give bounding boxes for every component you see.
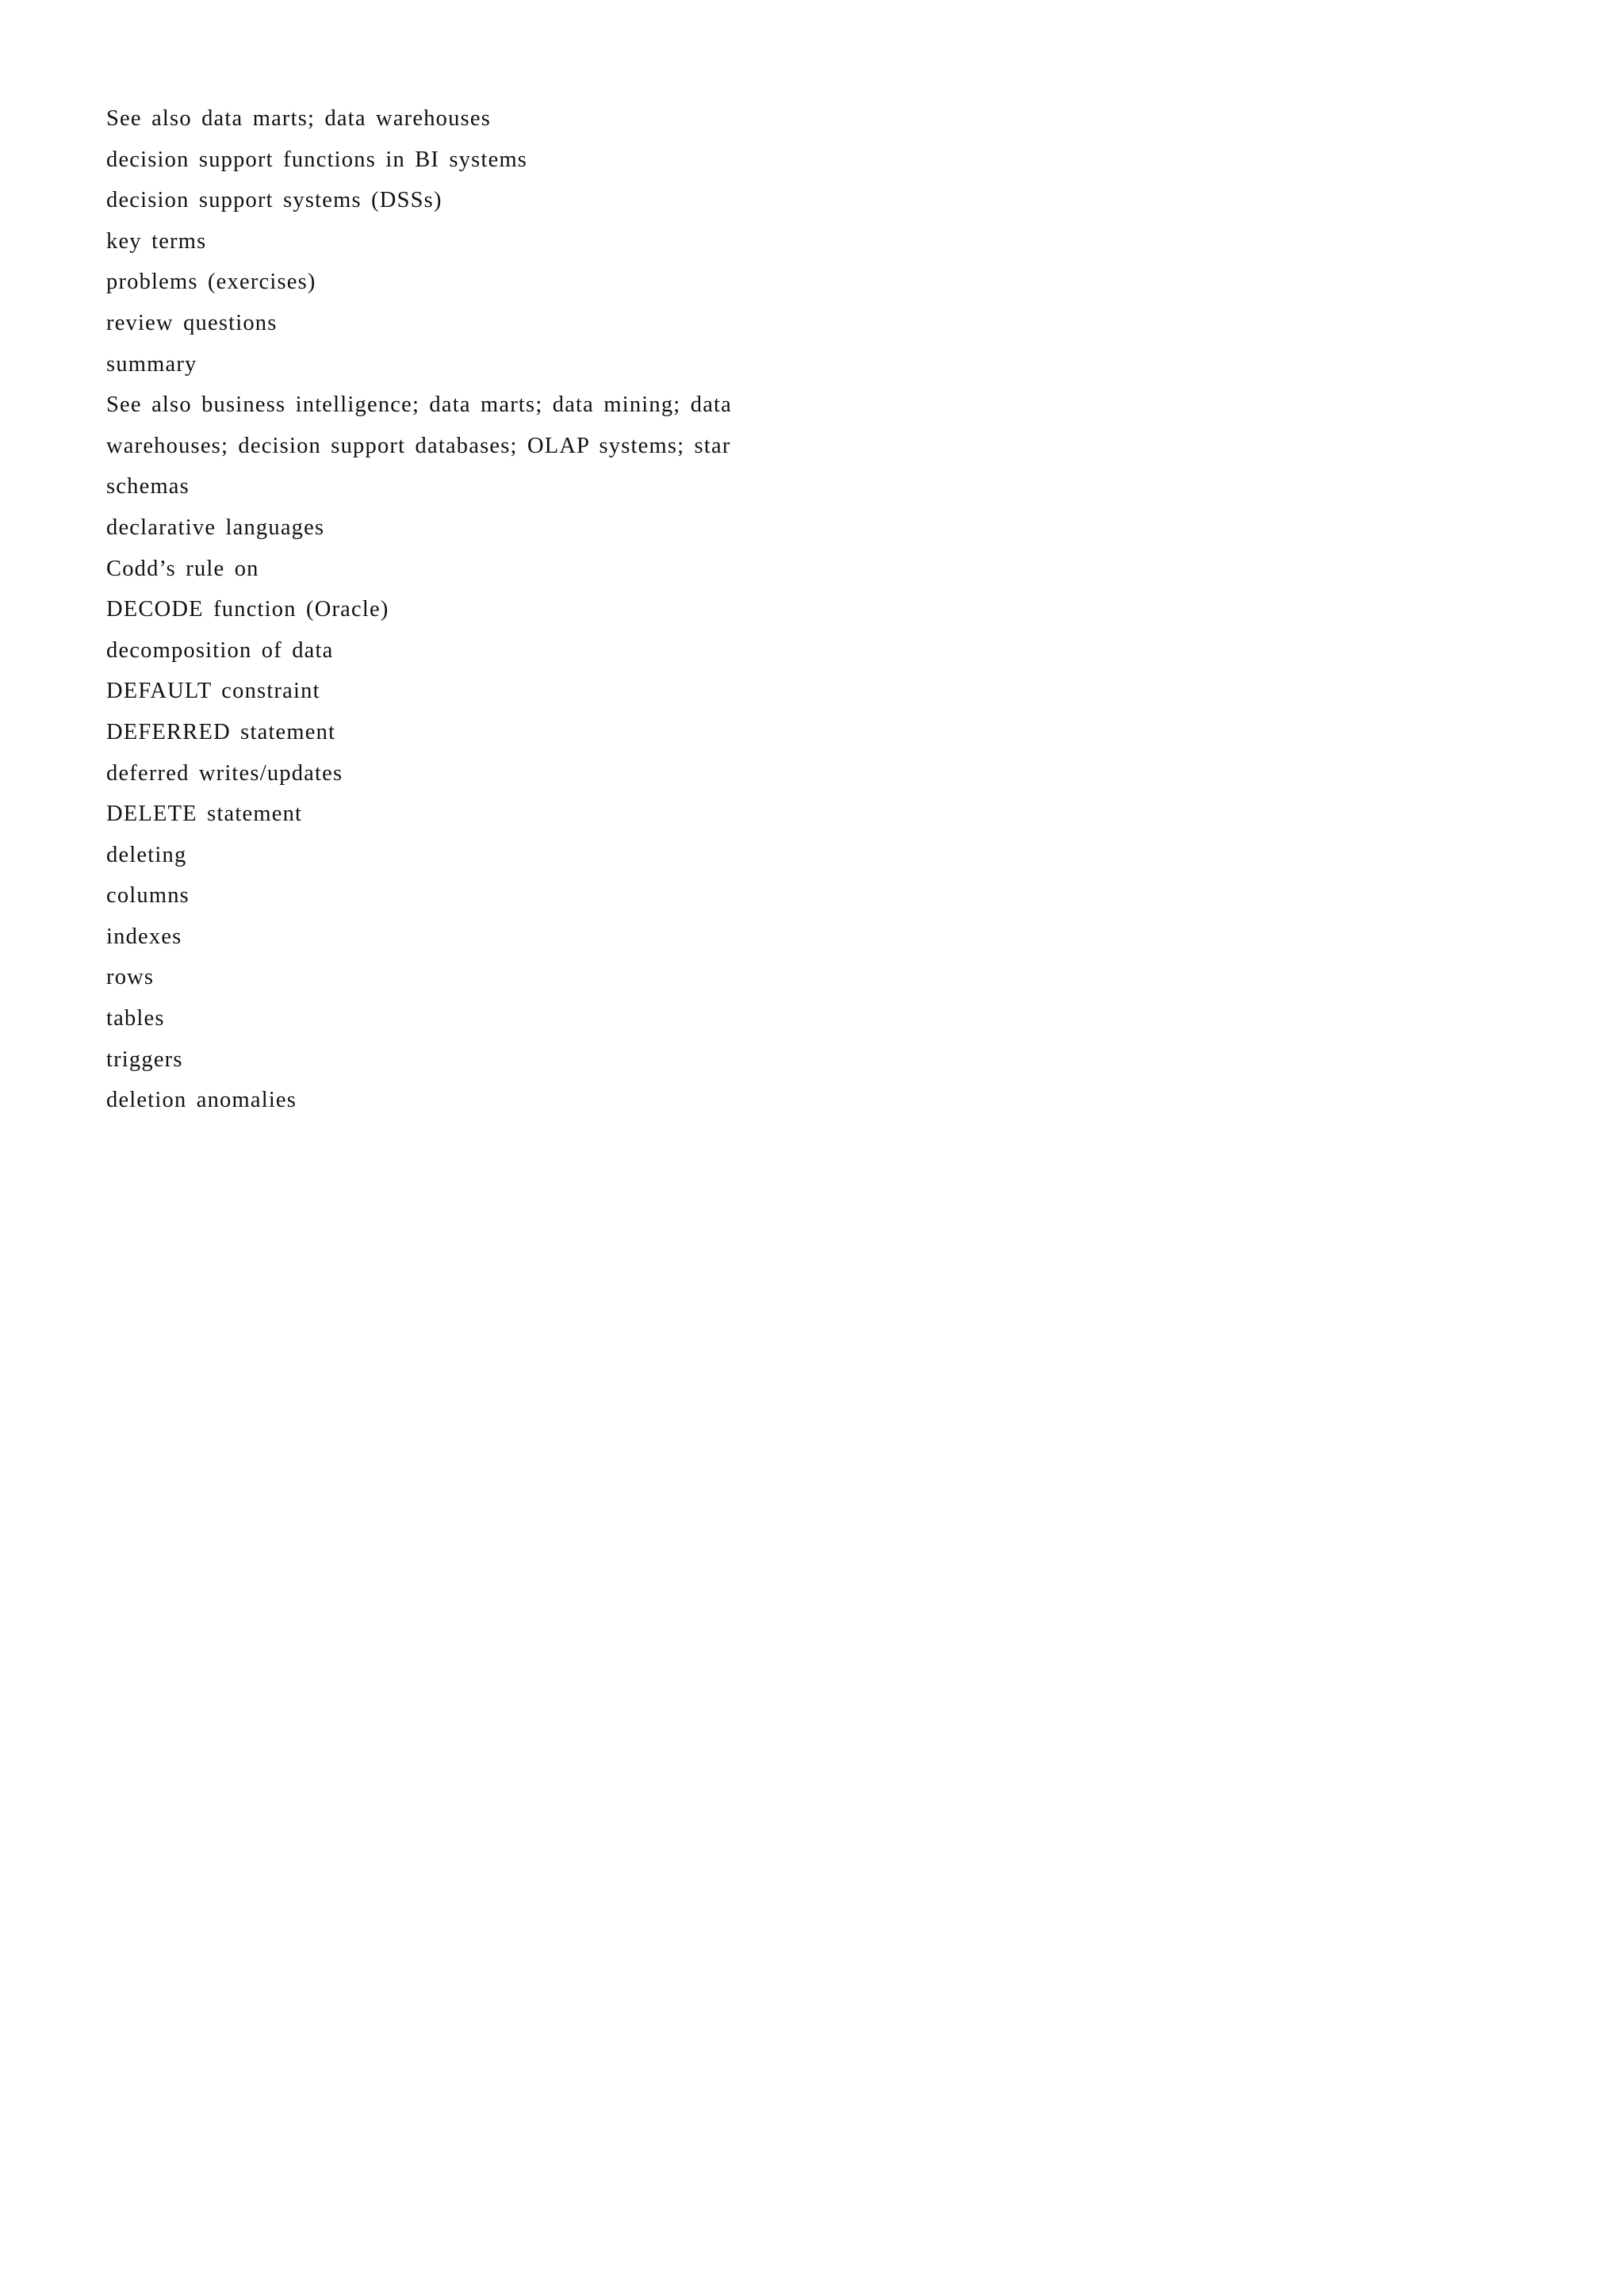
document-page <box>0 0 872 1233</box>
index-line: decision support systems (DSSs) <box>106 188 442 213</box>
index-line: See also data marts; data warehouses <box>106 106 492 131</box>
index-line: warehouses; decision support databases; OLAP systems; star <box>106 433 731 458</box>
index-line: See also business intelligence; data marts; data mining; data <box>106 392 733 418</box>
index-line: columns <box>106 883 190 909</box>
index-line: DELETE statement <box>106 802 303 827</box>
index-line: deferred writes/updates <box>106 760 343 786</box>
index-line: indexes <box>106 924 182 949</box>
index-line: tables <box>106 1006 165 1031</box>
index-line: deleting <box>106 842 187 867</box>
index-line: deletion anomalies <box>106 1088 297 1113</box>
index-line: rows <box>106 965 155 990</box>
index-line: DEFAULT constraint <box>106 679 320 704</box>
index-line: Codd’s rule on <box>106 556 259 581</box>
index-line: schemas <box>106 474 190 499</box>
index-line: DECODE function (Oracle) <box>106 597 389 622</box>
index-line: review questions <box>106 310 278 335</box>
index-line: declarative languages <box>106 515 325 540</box>
index-line: key terms <box>106 228 207 254</box>
index-line: DEFERRED statement <box>106 719 336 744</box>
index-line: decision support functions in BI systems <box>106 147 528 172</box>
index-entry-list <box>106 98 756 1121</box>
index-line: triggers <box>106 1047 183 1072</box>
index-line: decomposition of data <box>106 637 334 663</box>
index-line: summary <box>106 351 197 377</box>
index-line: problems (exercises) <box>106 270 316 295</box>
